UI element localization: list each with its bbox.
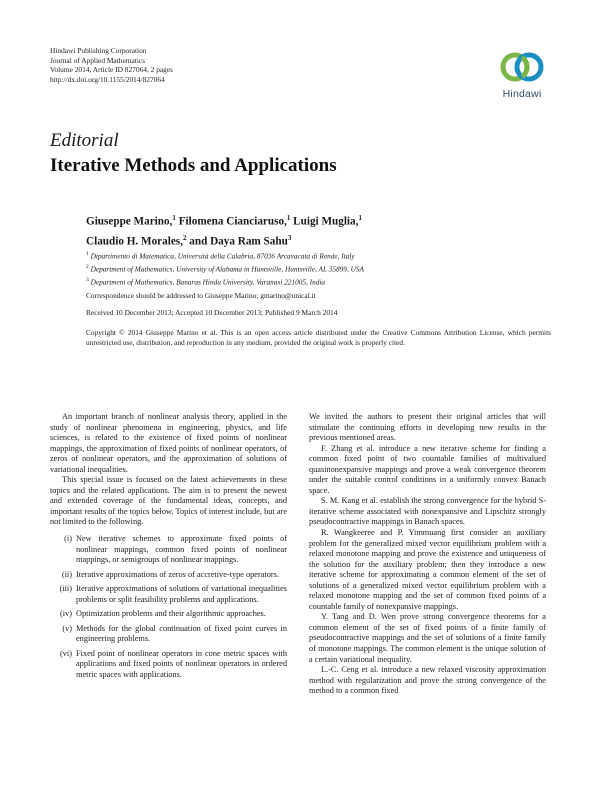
authors-line-1 <box>86 210 546 230</box>
paragraph: We invited the authors to present their original articles that will stimulate the continuing efforts in developing new results in the previous mentioned areas. <box>309 412 546 443</box>
affiliation-mark: 2 <box>86 263 89 270</box>
affiliations <box>86 249 364 287</box>
list-item <box>50 534 287 566</box>
topics-list <box>50 534 287 681</box>
correspondence: Correspondence should be addressed to Giuseppe Marino; gmarino@unical.it <box>86 291 316 300</box>
list-text: Iterative approximations of zeros of accretive-type operators. <box>76 569 279 579</box>
author: and Daya Ram Sahu <box>189 235 288 248</box>
author: Filomena Cianciaruso, <box>178 215 287 228</box>
list-text: Iterative approximations of solutions of variational inequalities problems or split feasibility problems and applications. <box>76 584 287 604</box>
author-affil-mark: 1 <box>286 214 291 222</box>
paragraph: R. Wangkeeree and P. Yimmuang first consider an auxiliary problem for the generalized mixed vector equilibrium problem with a relaxed monotone mapping and prove the existence and uniqueness of the solution for the auxiliary problem; then they introduce a new iterative scheme for approximating a common element of the set of solutions of a generalized mixed vector equilibrium problem with a relaxed monotone mapping and the set of common fixed points of a countable family of nonexpansive mappings. <box>309 528 546 611</box>
authors <box>86 210 546 249</box>
paragraph: An important branch of nonlinear analysis theory, applied in the study of nonlinear phenomena in engineering, physics, and life sciences, is related to the existence of fixed points of nonlinear mappings, the approximation of fixed points of nonlinear operators, of zeros of nonlinear operators, and the approximation of solutions of variational inequalities. <box>50 412 287 474</box>
body-column-left <box>50 412 287 685</box>
hindawi-logo[interactable] <box>494 46 550 106</box>
author-affil-mark: 2 <box>182 233 187 242</box>
list-text: Fixed point of nonlinear operators in cone metric spaces with applications and fixed points of nonlinear operators in ordered metric spaces with applications. <box>76 648 287 680</box>
paragraph: L.-C. Ceng et al. introduce a new relaxed viscosity approximation method with regularization and prove the strong convergence of the method to a common fixed <box>309 665 546 696</box>
list-number: (i) <box>64 534 72 544</box>
doi-link[interactable]: http://dx.doi.org/10.1155/2014/827064 <box>50 74 165 84</box>
list-item <box>50 624 287 645</box>
list-item <box>50 609 287 620</box>
author: Claudio H. Morales, <box>86 235 183 248</box>
authors-line-2 <box>86 230 546 250</box>
publisher-name: Hindawi Publishing Corporation <box>50 46 147 55</box>
volume-info: Volume 2014, Article ID 827064, 2 pages <box>50 65 174 75</box>
list-text: New iterative schemes to approximate fixed points of nonlinear mappings, common fixed points of nonlinear mappings, or semigroups of nonlinear mappings. <box>76 534 287 565</box>
journal-header <box>50 46 173 84</box>
affiliation-text: Dipartimento di Matematica, Università della Calabria, 87036 Arcavacata di Rende, Italy <box>88 251 355 261</box>
author: Giuseppe Marino, <box>86 215 173 228</box>
body-column-right <box>309 412 546 697</box>
list-item <box>50 649 287 681</box>
article-title: Iterative Methods and Applications <box>50 155 337 176</box>
affiliation <box>86 249 364 262</box>
affiliation <box>86 275 364 288</box>
author-affil-mark: 1 <box>358 214 362 222</box>
paragraph: Y. Tang and D. Wen prove strong convergence theorems for a common element of the set of fixed points of a finite family of pseudocontractive mappings and the set of solutions of a finite family of monotone mappings. The common element is the unique solution of a certain variational inequality. <box>309 612 546 664</box>
logo-text: Hindawi <box>502 88 542 100</box>
list-text: Optimization problems and their algorithmic approaches. <box>76 609 266 619</box>
affiliation-text: Department of Mathematics, Banaras Hindu University, Varanasi 221005, India <box>88 277 326 287</box>
author: Luigi Muglia, <box>293 215 359 228</box>
article-type: Editorial <box>50 130 119 151</box>
list-number: (iii) <box>59 584 72 594</box>
list-item <box>50 584 287 605</box>
list-number: (iv) <box>60 609 72 619</box>
author-affil-mark: 3 <box>287 233 292 242</box>
list-item <box>50 570 287 581</box>
list-number: (v) <box>62 623 72 633</box>
affiliation <box>86 262 364 275</box>
affiliation-mark: 3 <box>86 276 89 283</box>
hindawi-logo-icon <box>494 46 550 88</box>
affiliation-text: Department of Mathematics, University of Alabama in Huntsville, Huntsville, AL 35899, USA <box>88 264 364 274</box>
copyright-notice: Copyright © 2014 Giuseppe Marino et al. This is an open access article distributed under the Creative Commons Attribution License, which permits unrestricted use, distribution, and reproduction in any medium, provided the original work is properly cited. <box>86 328 551 347</box>
paragraph: S. M. Kang et al. establish the strong convergence for the hybrid S-iterative scheme associated with nonexpansive and Lipschitz strongly pseudocontractive mappings in Banach spaces. <box>309 496 546 527</box>
author-affil-mark: 1 <box>172 214 176 222</box>
journal-name: Journal of Applied Mathematics <box>50 55 146 65</box>
paragraph: This special issue is focused on the latest achievements in these topics and the related applications. The aim is to present the newest and extended coverage of the fundamental ideas, concepts, and important results of the topics below. Topics of interest include, but are not limited to the following. <box>50 475 287 527</box>
affiliation-mark: 1 <box>86 251 89 257</box>
paragraph: F. Zhang et al. introduce a new iterative scheme for finding a common fixed point of two countable families of multivalued quasinonexpansive mappings and prove a weak convergence theorem under the suitable control conditions in a uniformly convex Banach space. <box>309 443 546 495</box>
article-dates: Received 10 December 2013; Accepted 10 December 2013; Published 9 March 2014 <box>86 308 338 317</box>
list-number: (vi) <box>60 648 72 658</box>
list-text: Methods for the global continuation of fixed point curves in engineering problems. <box>76 623 287 644</box>
list-number: (ii) <box>61 569 72 579</box>
